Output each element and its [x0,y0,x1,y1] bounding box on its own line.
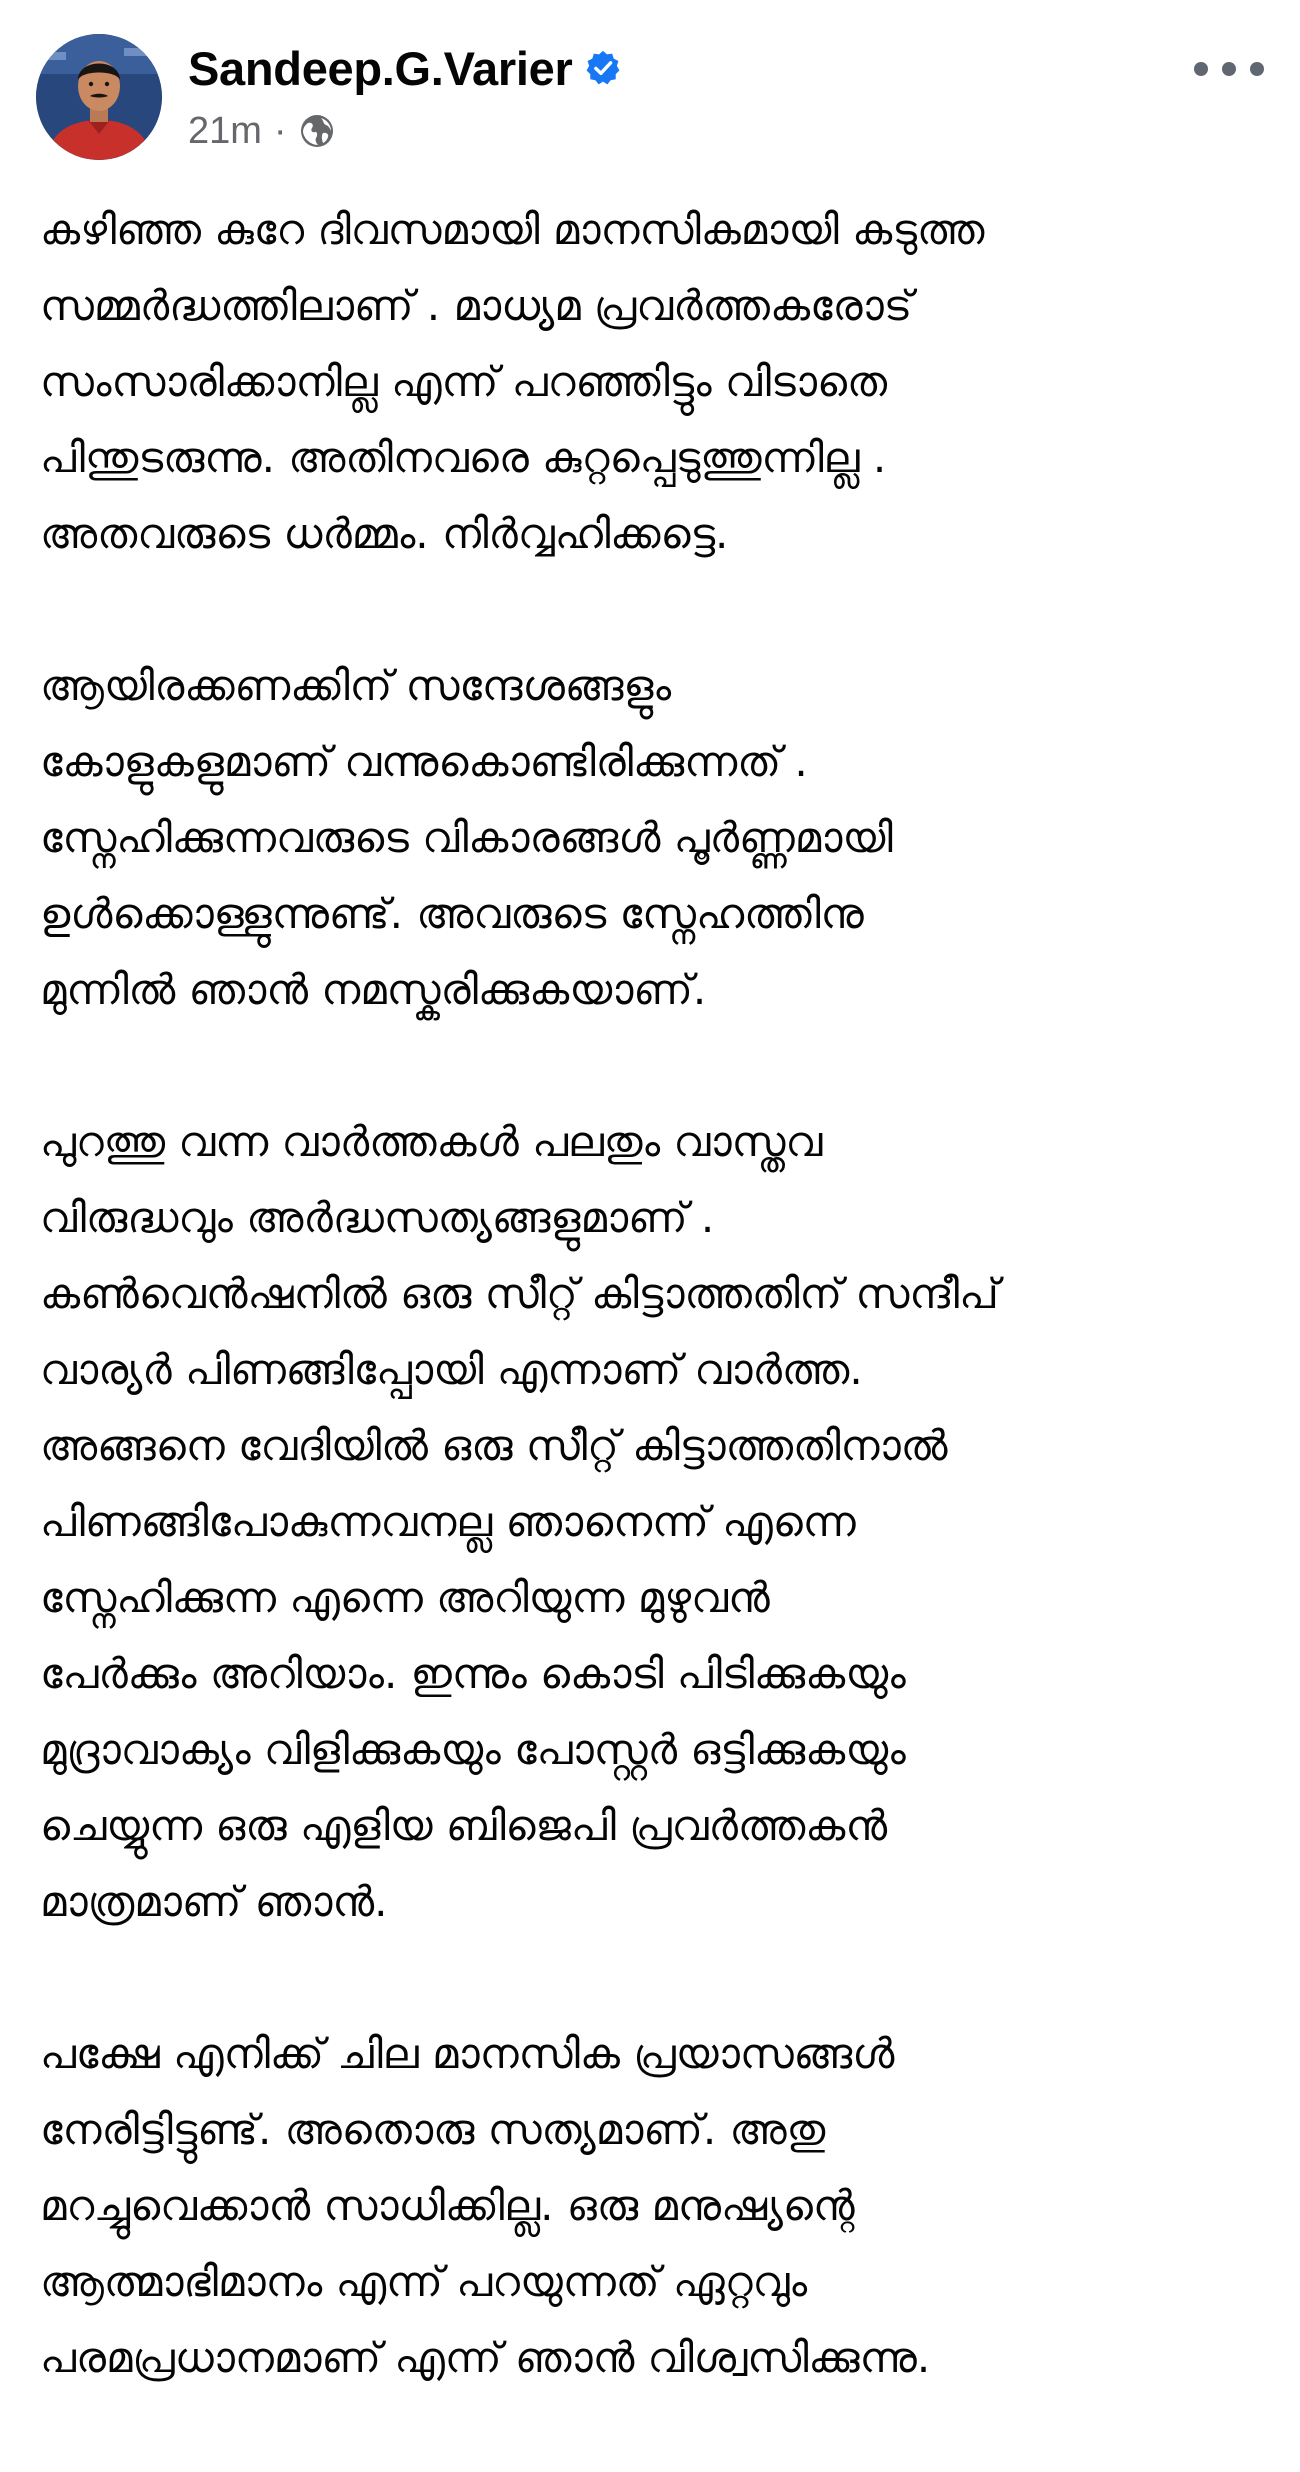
post-meta [188,106,335,156]
more-options-icon [1250,62,1264,76]
post-paragraph: കഴിഞ്ഞ കുറേ ദിവസമായി മാനസികമായി കടുത്ത സമ്മർദ്ധത്തിലാണ് . മാധ്യമ പ്രവർത്തകരോട് സംസാരിക്കാനില്ല എന്ന് പറഞ്ഞിട്ടും വിടാതെ പിന്തുടരുന്നു. അതിനവരെ കുറ്റപ്പെടുത്തുന്നില്ല . അതവരുടെ ധർമ്മം. നിർവ്വഹിക്കട്ടെ. [40,205,985,558]
more-options-icon [1194,62,1208,76]
meta-separator: · [273,109,287,152]
post-paragraph: പുറത്തു വന്ന വാർത്തകൾ പലതും വാസ്തവ വിരുദ്ധവും അർദ്ധസത്യങ്ങളുമാണ് . കൺവെൻഷനിൽ ഒരു സീറ്റ് കിട്ടാത്തതിന് സന്ദീപ് വാര്യർ പിണങ്ങിപ്പോയി എന്നാണ് വാർത്ത. അങ്ങനെ വേദിയിൽ ഒരു സീറ്റ് കിട്ടാത്തതിനാൽ പിണങ്ങിപോകുന്നവനല്ല ഞാനെന്ന് എന്നെ സ്നേഹിക്കുന്ന എന്നെ അറിയുന്ന മുഴുവൻ പേർക്കും അറിയാം. ഇന്നും കൊടി പിടിക്കുകയും മുദ്രാവാക്യം വിളിക്കുകയും പോസ്റ്റർ ഒട്ടിക്കുകയും ചെയ്യുന്ന ഒരു എളിയ ബിജെപി പ്രവർത്തകൻ മാത്രമാണ് ഞാൻ. [40,1117,999,1926]
post-body [40,192,1268,2472]
profile-photo-avatar [36,34,162,160]
author-avatar[interactable] [36,34,162,160]
more-options-icon [1222,62,1236,76]
post-paragraph: ആയിരക്കണക്കിന് സന്ദേശങ്ങളും കോളുകളുമാണ് വന്നുകൊണ്ടിരിക്കുന്നത് . സ്നേഹിക്കുന്നവരുടെ വികാരങ്ങൾ പൂർണ്ണമായി ഉൾക്കൊള്ളുന്നുണ്ട്. അവരുടെ സ്നേഹത്തിനു മുന്നിൽ ഞാൻ നമസ്കരിക്കുകയാണ്. [40,661,893,1014]
post-timestamp[interactable]: 21m [188,109,262,152]
verified-badge-icon [584,49,622,87]
post-header [36,34,1264,164]
post-paragraph: പക്ഷേ എനിക്ക് ചില മാനസിക പ്രയാസങ്ങൾ നേരിട്ടിട്ടുണ്ട്. അതൊരു സത്യമാണ്. അതു മറച്ചുവെക്കാൻ സാധിക്കില്ല. ഒരു മനുഷ്യന്റെ ആത്മാഭിമാനം എന്ന് പറയുന്നത് ഏറ്റവും പരമപ്രധാനമാണ് എന്ന് ഞാൻ വിശ്വസിക്കുന്നു. [40,2029,931,2382]
more-options-button[interactable] [1194,52,1264,86]
author-line [188,38,622,98]
author-name[interactable]: Sandeep.G.Varier [188,41,573,95]
globe-icon[interactable] [299,113,335,149]
